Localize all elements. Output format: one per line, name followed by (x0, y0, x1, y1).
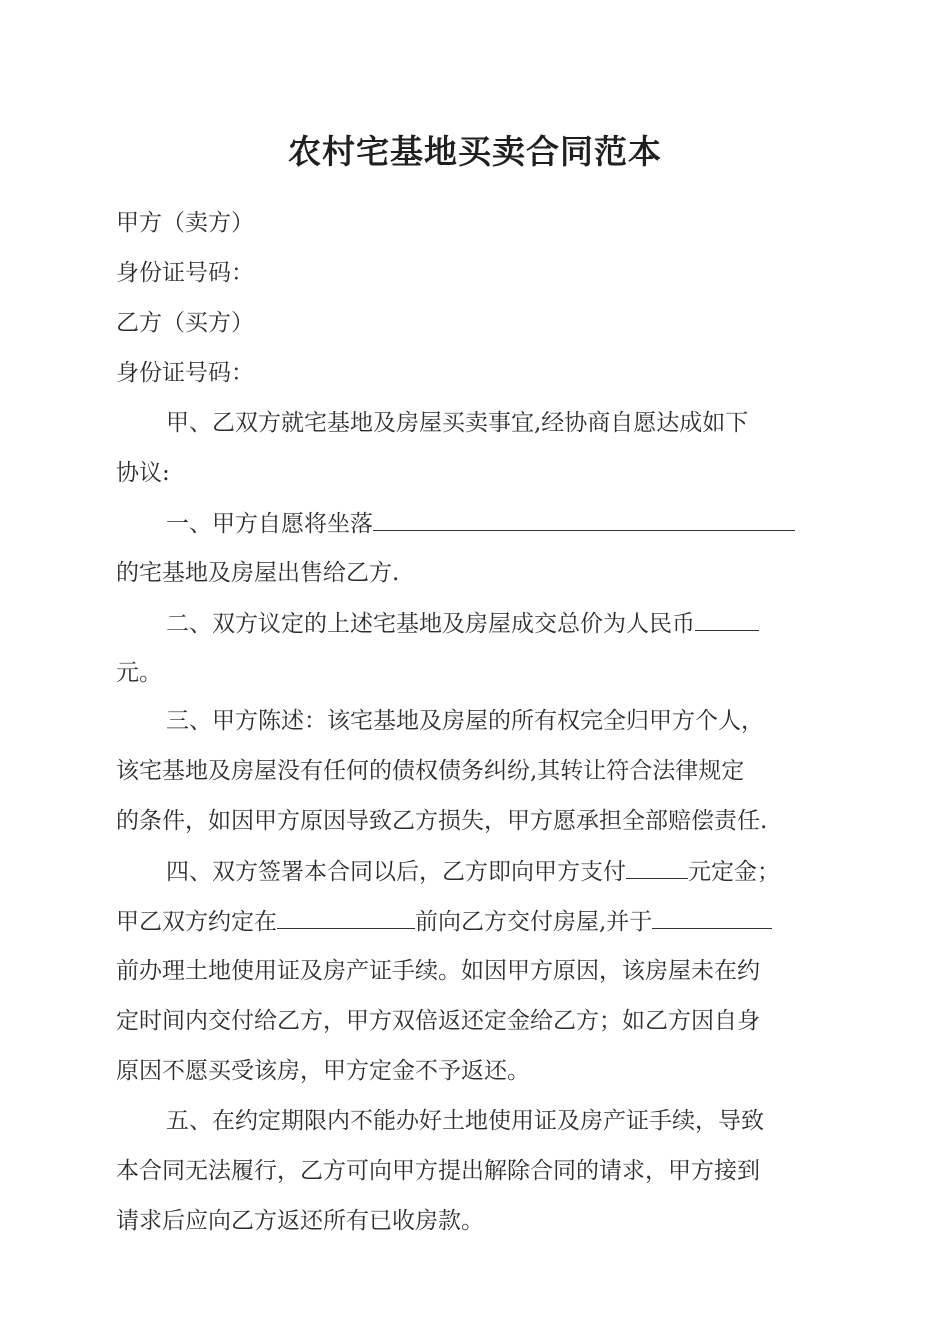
clause-4-line-5: 原因不愿买受该房，甲方定金不予返还。 (116, 1058, 530, 1084)
clause-4-text-d: 前向乙方交付房屋,并于 (415, 909, 653, 935)
clause-2-line-2: 元。 (116, 660, 162, 686)
deposit-blank (626, 856, 688, 879)
clause-4-text-b: 元定金； (688, 859, 780, 885)
clause-5-line-1: 五、在约定期限内不能办好土地使用证及房产证手续，导致 (166, 1108, 764, 1134)
clause-3-line-2: 该宅基地及房屋没有任何的债权债务纠纷,其转让符合法律规定 (116, 758, 745, 784)
intro-line-2: 协议: (116, 460, 170, 486)
delivery-date-blank (277, 906, 415, 929)
party-a-label: 甲方（卖方） (116, 210, 254, 236)
clause-4-line-4: 定时间内交付给乙方，甲方双倍返还定金给乙方；如乙方因自身 (116, 1008, 760, 1034)
clause-2-text: 二、双方议定的上述宅基地及房屋成交总价为人民币 (166, 611, 695, 637)
clause-3-line-1: 三、甲方陈述：该宅基地及房屋的所有权完全归甲方个人， (166, 708, 764, 734)
clause-4-text-a: 四、双方签署本合同以后，乙方即向甲方支付 (166, 859, 626, 885)
clause-1-text: 一、甲方自愿将坐落 (166, 511, 373, 537)
party-b-label: 乙方（买方） (116, 310, 254, 336)
clause-2-line-1 (166, 608, 759, 639)
clause-1-line-1 (166, 508, 795, 539)
clause-4-line-1 (166, 856, 780, 887)
clause-4-line-3: 前办理土地使用证及房产证手续。如因甲方原因，该房屋未在约 (116, 958, 760, 984)
party-a-id-label: 身份证号码： (116, 260, 254, 286)
location-blank (373, 508, 795, 531)
price-blank (695, 608, 759, 631)
party-b-id-label: 身份证号码： (116, 360, 254, 386)
clause-4-line-2 (116, 906, 772, 937)
document-title: 农村宅基地买卖合同范本 (288, 132, 662, 171)
clause-5-line-3: 请求后应向乙方返还所有已收房款。 (116, 1208, 484, 1234)
clause-1-line-2: 的宅基地及房屋出售给乙方. (116, 560, 400, 586)
intro-line-1: 甲、乙双方就宅基地及房屋买卖事宜,经协商自愿达成如下 (166, 410, 749, 436)
clause-5-line-2: 本合同无法履行，乙方可向甲方提出解除合同的请求，甲方接到 (116, 1158, 760, 1184)
certificate-date-blank (652, 906, 772, 929)
clause-4-text-c: 甲乙双方约定在 (116, 909, 277, 935)
clause-3-line-3: 的条件，如因甲方原因导致乙方损失，甲方愿承担全部赔偿责任. (116, 808, 768, 834)
